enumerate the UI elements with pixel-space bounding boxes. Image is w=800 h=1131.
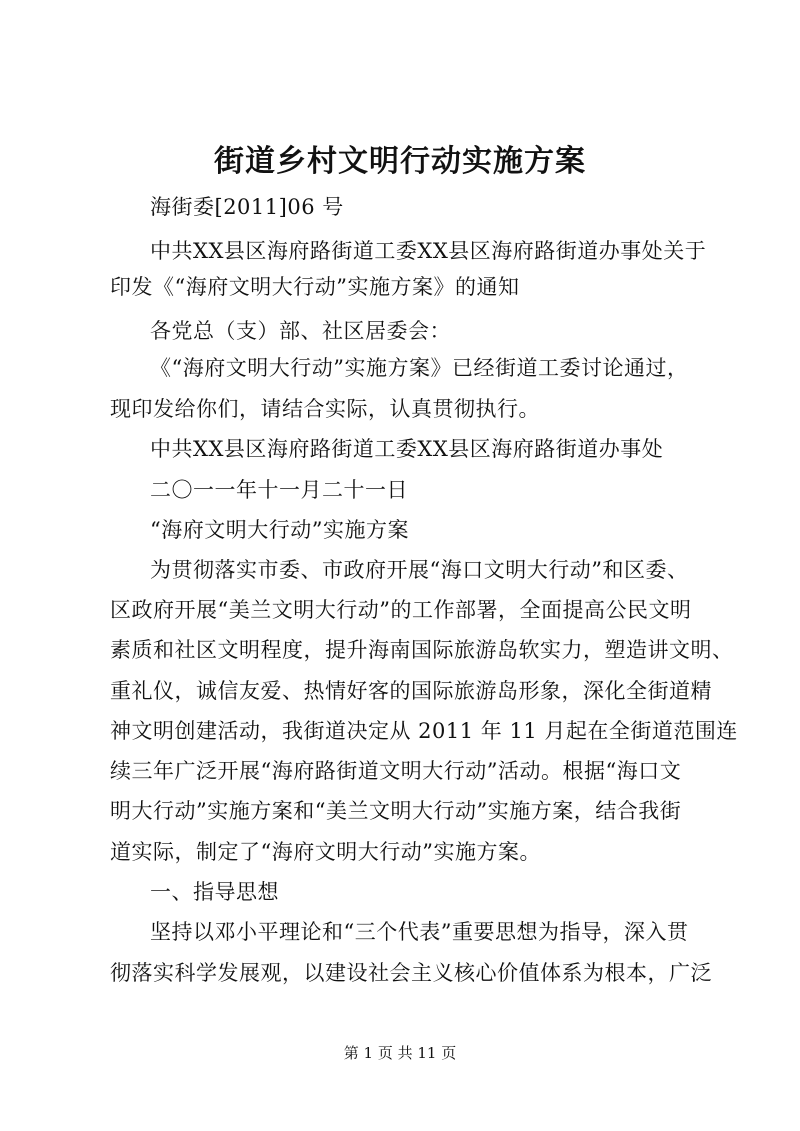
body-paragraph-line: 神文明创建活动，我街道决定从 2011 年 11 月起在全街道范围连 xyxy=(110,719,738,743)
signature-issuer: 中共XX县区海府路街道工委XX县区海府路街道办事处 xyxy=(150,437,664,461)
addressee: 各党总（支）部、社区居委会： xyxy=(150,319,451,343)
body-paragraph-line: 为贯彻落实市委、市政府开展“海口文明大行动”和区委、 xyxy=(150,558,689,582)
body-paragraph-line: 明大行动”实施方案和“美兰文明大行动”实施方案，结合我街 xyxy=(110,799,682,823)
body-paragraph-line: 续三年广泛开展“海府路街道文明大行动”活动。根据“海口文 xyxy=(110,759,682,783)
body-paragraph-line: 道实际，制定了“海府文明大行动”实施方案。 xyxy=(110,840,541,864)
body-paragraph-line: 素质和社区文明程度，提升海南国际旅游岛软实力，塑造讲文明、 xyxy=(110,638,734,662)
document-number: 海街委[2011]06 号 xyxy=(150,195,344,219)
document-title: 街道乡村文明行动实施方案 xyxy=(214,144,586,179)
body-paragraph-line: 现印发给你们，请结合实际，认真贯彻执行。 xyxy=(110,397,540,421)
body-paragraph-line: 彻落实科学发展观，以建设社会主义核心价值体系为根本，广泛 xyxy=(110,961,712,985)
body-paragraph-line: 重礼仪，诚信友爱、热情好客的国际旅游岛形象，深化全街道精 xyxy=(110,679,712,703)
body-paragraph-line: 坚持以邓小平理论和“三个代表”重要思想为指导，深入贯 xyxy=(150,920,689,944)
body-paragraph-line: 区政府开展“美兰文明大行动”的工作部署，全面提高公民文明 xyxy=(110,598,692,622)
plan-title: “海府文明大行动”实施方案 xyxy=(150,518,409,542)
page-number-footer: 第 1 页 共 11 页 xyxy=(343,1044,457,1062)
body-paragraph-line: 《“海府文明大行动”实施方案》已经街道工委讨论通过， xyxy=(150,356,689,380)
signature-date: 二〇一一年十一月二十一日 xyxy=(150,478,408,502)
section-heading-guiding-thought: 一、指导思想 xyxy=(150,880,279,904)
notice-heading-line-1: 中共XX县区海府路街道工委XX县区海府路街道办事处关于 xyxy=(150,239,707,263)
notice-heading-line-2: 印发《“海府文明大行动”实施方案》的通知 xyxy=(110,275,520,299)
